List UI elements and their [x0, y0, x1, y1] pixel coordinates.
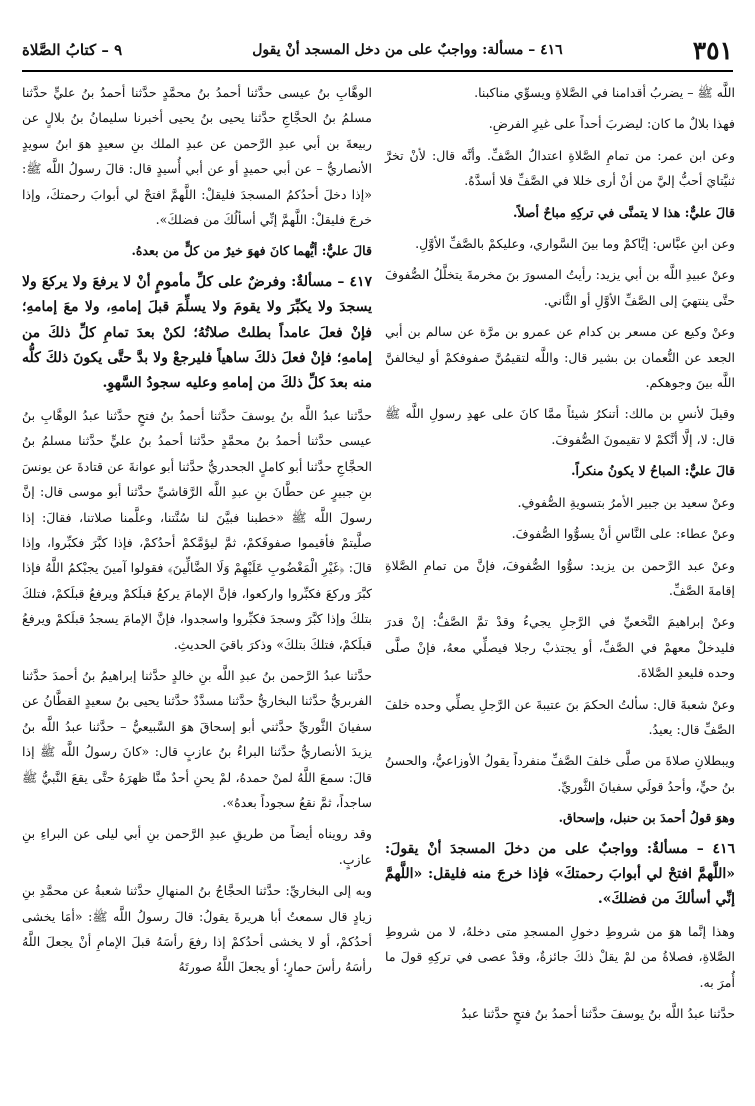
- page-number: ٣٥١: [692, 35, 733, 65]
- page-header: [22, 32, 733, 68]
- paragraph: وعنْ سعيد بن جبير الأمرُ بتسويةِ الصُّفوفِ.: [517, 494, 735, 510]
- paragraph: وعن ابن عمر: من تمامِ الصَّلاةِ اعتدالُ الصَّفِّ. وأنَّه قال: لأنْ تخرَّ ثنيَّتايَ أحبُّ إليَّ من أنْ أرى خللا في الصَّفِّ فلا أسدَّهُ.: [385, 147, 735, 189]
- paragraph: وعنْ وكيع عن مسعر بن كدام عن عمرو بن مرَّة عن سالم بن أبي الجعد عن النُّعمان بن بشير قال: واللَّه لتقيمُنَّ صفوفكمْ أو ليخالفنَّ اللَّه بينَ وجوهكم.: [385, 324, 735, 391]
- paragraph: وعنْ إبراهيمَ النَّخعيِّ في الرَّجلِ يجيءُ وقدْ تمَّ الصَّفُّ: إنْ قدرَ فليدخلْ معهمْ في الصَّفِّ، أو يجتذبْ رجلا فيصلِّي معهُ، فإنْ صلَّى وحده فليعدِ الصَّلاةَ.: [385, 614, 735, 681]
- paragraph: حدَّثنا عبدُ الرَّحمن بنُ عبدِ اللَّه بنِ خالدٍ حدَّثنا إبراهيمُ بنُ أحمدَ حدَّثنا الفربريُّ حدَّثنا البخاريُّ حدَّثنا مسدَّدٌ حدَّثنا يحيى بنُ سعيدٍ القطَّانُ عن سفيانَ الثَّوريِّ حدَّثني أبو إسحاقَ هوَ السَّبيعيُّ – حدَّثنا عبدُ اللَّه بنُ يزيدَ الأنصاريُّ حدَّثنا البراءُ بنُ عازبٍ قال: «كانَ رسولُ اللَّه ﷺ إذا قالَ: سمعَ اللَّهُ لمنْ حمدهُ، لمْ يحنِ أحدٌ منَّا ظهرَهُ حتَّى يقعَ النَّبيُّ ﷺ ساجداً، ثمَّ نقعُ سجوداً بعدهُ».: [22, 667, 372, 810]
- right-column: [385, 80, 735, 1032]
- paragraph: فهذا بلالٌ ما كان: ليضربَ أحداً على غيرِ الفرضِ.: [488, 116, 735, 132]
- paragraph: ويبطلانِ صلاةَ من صلَّى خلفَ الصَّفِّ منفرداً يقولُ الأوزاعيُّ، والحسنُ بنُ حيٍّ، وأحدُ قولَي سفيانَ الثَّوريِّ.: [385, 753, 735, 794]
- header-divider: [22, 70, 733, 72]
- paragraph: قالَ عليٌّ: هذا لا يتمنَّى في تركِهِ مباحٌ أصلاً.: [512, 204, 735, 220]
- book-title: ٩ – كتابُ الصَّلاة: [22, 41, 123, 59]
- left-column: [22, 80, 372, 986]
- issue-heading-417: ٤١٧ – مسألةٌ: وفرضٌ على كلِّ مأمومٍ أنْ لا يرفعَ ولا يركعَ ولا يسجدَ ولا يكبِّرَ ولا يقومَ ولا يسلِّمَ قبلَ إمامهِ، ولا معَ إمامهِ؛ فإنْ فعلَ عامداً بطلتْ صلاتُهُ؛ لكنْ بعدَ تمامِ كلِّ ذلكَ من إمامهِ؛ فإنْ فعلَ ذلكَ ساهياً فليرجعْ ولا بدَّ حتَّى يكونَ ذلكَ كلُّه منه بعدَ كلِّ ذلكَ من إمامهِ وعليه سجودُ السَّهوِ.: [22, 273, 372, 392]
- paragraph: وعنْ عطاء: على النَّاسِ أنْ يسوُّوا الصُّفوفَ.: [511, 526, 735, 542]
- paragraph: وعنْ عبيدِ اللَّه بن أبي يزيد: رأيتُ المسورَ بنَ مخرمةَ يتخلَّلُ الصُّفوفَ حتَّى ينتهيَ إلى الصَّفِّ الأوَّلِ أو الثَّاني.: [385, 267, 735, 308]
- issue-heading-416: ٤١٦ – مسألةٌ: وواجبٌ على من دخلَ المسجدَ أنْ يقولَ: «اللَّهمَّ افتحْ لي أبوابَ رحمتكَ» فإذا خرجَ منه فليقل: «اللَّهمَّ إنِّي أسألكَ من فضلكَ».: [385, 840, 735, 908]
- paragraph: حدَّثنا عبدُ اللَّه بنُ يوسفَ حدَّثنا أحمدُ بنُ فتحٍ حدَّثنا عبدُ: [461, 1006, 735, 1021]
- paragraph: قالَ عليٌّ: المباحُ لا يكونُ منكراً.: [571, 463, 735, 479]
- paragraph: وعنْ عبد الرَّحمن بن يزيد: سوُّوا الصُّفوفَ، فإنَّ من تمامِ الصَّلاةِ إقامةَ الصَّفِّ.: [385, 557, 735, 598]
- paragraph: وقد رويناه أيضاً من طريقِ عبدِ الرَّحمن بنِ أبي ليلى عن البراءِ بنِ عازبٍ.: [22, 826, 372, 867]
- paragraph: الوهَّابِ بنُ عيسى حدَّثنا أحمدُ بنُ محمَّدٍ حدَّثنا أحمدُ بنُ عليٍّ حدَّثنا مسلمُ بنُ الحجَّاجِ حدَّثنا يحيى بنُ يحيى أخبرنا سليمانُ بنُ بلالٍ عن ربيعةَ بن أبي عبدِ الرَّحمن عن عبدِ الملك بنِ سعيدٍ هوَ ابنُ سويدٍ الأنصاريُّ – عن أبي حميدٍ أو عن أبي أُسيدٍ قال: قالَ رسولُ اللَّه ﷺ: «إذا دخلَ أحدُكمُ المسجدَ فليقلْ: اللَّهمَّ افتحْ لي أبوابَ رحمتكَ، وإذا خرجَ فليقلْ: اللَّهمَّ إنِّي أسألُكَ من فضلكَ».: [22, 85, 372, 228]
- paragraph: وقيلَ لأنسِ بن مالك: أتنكرُ شيئاً ممَّا كانَ على عهدِ رسولِ اللَّه ﷺ قال: لا، إلَّا أنَّكمْ لا تقيمونَ الصُّفوفَ.: [385, 406, 735, 447]
- paragraph: قالَ عليٌّ: أيُّهما كانَ فهوَ خيرٌ من كلٍّ من بعدهُ.: [131, 243, 372, 259]
- paragraph: اللَّه ﷺ – يضربُ أقدامنا في الصَّلاةِ ويسوِّي مناكبنا.: [474, 85, 735, 100]
- paragraph: وهوَ قولُ أحمدَ بن حنبل، وإسحاق.: [558, 810, 735, 826]
- paragraph: وعن ابنِ عبَّاس: إيَّاكمْ وما بينَ السَّواري، وعليكمْ بالصَّفِّ الأوَّلِ.: [415, 236, 735, 252]
- paragraph: وهذا إنَّما هوَ من شروطِ دخولِ المسجدِ متى دخلهُ، لا من شروطِ الصَّلاةِ، فصلاةُ من لمْ يقلْ ذلكَ جائزةٌ، وقدْ عصى في تركِهِ قولَ ما أُمرَ به.: [385, 923, 735, 990]
- running-title: ٤١٦ – مسألة: وواجبٌ على من دخل المسجد أنْ يقول: [252, 42, 563, 58]
- paragraph: وعنْ شعبةَ قال: سألتُ الحكمَ بنَ عتيبةَ عن الرَّجلِ يصلِّي وحده خلفَ الصَّفِّ قال: يعيدُ.: [385, 696, 735, 737]
- paragraph: وبه إلى البخاريِّ: حدَّثنا الحجَّاجُ بنُ المنهالِ حدَّثنا شعبةُ عن محمَّدِ بنِ زيادٍ قال سمعتُ أبا هريرةَ يقولُ: قالَ رسولُ اللَّه ﷺ: «أمَا يخشى أحدُكمْ، أو لا يخشى أحدُكمْ إذا رفعَ رأسَهُ قبلَ الإمامِ أنْ يجعلَ اللَّهُ رأسَهُ رأسَ حمارٍ؛ أو يجعلَ اللَّهُ صورتَهُ: [22, 883, 372, 975]
- paragraph: حدَّثنا عبدُ اللَّه بنُ يوسفَ حدَّثنا أحمدُ بنُ فتحٍ حدَّثنا عبدُ الوهَّابِ بنُ عيسى حدَّثنا أحمدُ بنُ محمَّدٍ حدَّثنا أحمدُ بنُ عليٍّ حدَّثنا مسلمُ بنُ الحجَّاجِ حدَّثنا أبو كاملٍ الجحدريُّ حدَّثنا أبو عوانةَ عن قتادةَ عن يونسَ بنِ جبيرٍ عن حطَّانَ بنِ عبدِ اللَّه الرَّقاشيِّ حدَّثنا أبو موسى قال: إنَّ رسولَ اللَّه ﷺ «خطبنا فبيَّنَ لنا سُنَّتنا، وعلَّمنا صلاتنا، فقالَ: إذا صلَّيتمْ فأقيموا صفوفَكمْ، ثمَّ ليؤمَّكمْ أحدُكمْ، فإذا كبَّرَ فكبِّروا، وإذا قالَ: ﴿غَيْرِ الْمَغْضُوبِ عَلَيْهِمْ وَلَا الضَّالِّينَ﴾ فقولوا آمينَ يجبْكمُ اللَّهُ فإذا كبَّرَ وركعَ فكبِّروا واركعوا، فإنَّ الإمامَ يركعُ قبلَكمْ ويرفعُ قبلَكمْ، فتلكَ بتلكَ وإذا كبَّرَ وسجدَ فكبِّروا واسجدوا، فإنَّ الإمامَ يسجدُ قبلَكمْ ويرفعُ قبلَكمْ، فتلكَ بتلكَ» وذكرَ باقيَ الحديثِ.: [22, 407, 372, 652]
